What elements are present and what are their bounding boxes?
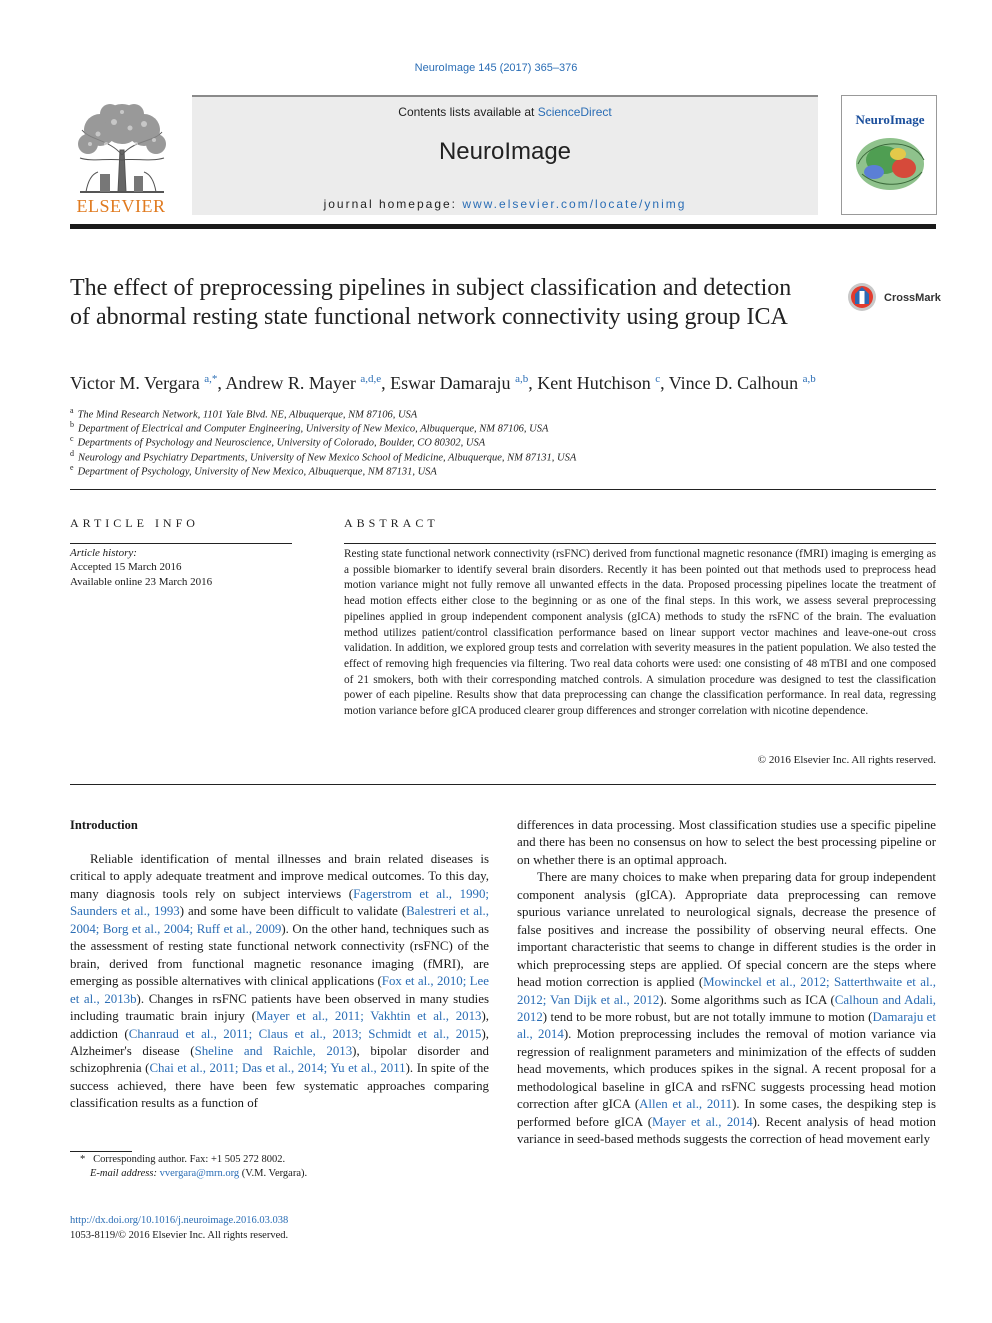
body-paragraph [70,851,489,1113]
author-affiliation-marks: a,* [204,373,218,385]
masthead-rule [70,224,936,229]
citation-link[interactable]: Allen et al., 2011 [639,1097,733,1112]
body-paragraph [517,869,936,1148]
paragraph-text: ). Recent analysis of head motion variance in seed-based methods suggests the correction of head movement early [517,1114,937,1147]
journal-homepage [192,197,818,211]
sciencedirect-link[interactable]: ScienceDirect [537,105,612,119]
doi-link[interactable]: http://dx.doi.org/10.1016/j.neuroimage.2016.03.038 [70,1215,289,1226]
author[interactable]: Eswar Damaraju $^{a,b}$, [390,373,538,393]
history-label: Article history: [70,547,137,559]
author-list [70,373,936,394]
paragraph-text: differences in data processing. Most classification studies use a specific pipeline and there has been no consensus on how to select the best processing pipeline or on whether there is an optimal approach. [517,818,936,867]
author[interactable]: Vince D. Calhoun $^{a,b}$ [668,373,816,393]
affiliation: $^a$ The Mind Research Network, 1101 Yale Blvd. NE, Albuquerque, NM 87106, USA [70,406,418,421]
citation-link[interactable]: Fox et al., 2010; Lee et al., 2013b [70,974,489,1006]
footnote-rule [70,1151,132,1152]
online-date: Available online 23 March 2016 [70,576,213,588]
paragraph-text: ). Some algorithms such as ICA ( [659,992,835,1007]
article-info-rule [70,543,292,544]
abstract-heading: ABSTRACT [344,516,439,530]
section-divider [70,489,936,490]
affiliation: $^c$ Departments of Psychology and Neuroscience, University of Colorado, Boulder, CO 80302, USA [70,434,486,449]
journal-cover-thumbnail-icon[interactable] [841,95,937,215]
abstract-rule [344,543,936,544]
paragraph-text: ). Motion preprocessing includes the removal of motion variance via regression of realignment parameters and minimization of the effects of sudden head movements, which produces spikes in the signal. A recent proposal for a methodological baseline in gICA and rsFNC suggests processing head motion correction after gICA ( [517,1027,936,1112]
affiliation: $^e$ Department of Psychology, University of New Mexico, Albuquerque, NM 87131, USA [70,463,437,478]
homepage-link[interactable]: www.elsevier.com/locate/ynimg [462,197,687,211]
issn-copyright: 1053-8119/© 2016 Elsevier Inc. All rights reserved. [70,1230,289,1241]
paragraph-text: ), bipolar disorder and schizophrenia ( [70,1043,489,1076]
homepage-prefix: journal homepage: [323,197,463,211]
author-affiliation-marks: a,b [802,373,816,385]
paragraph-text: ). In some cases, the despiking step is performed before gICA ( [517,1097,936,1129]
abstract-text: Resting state functional network connectivity (rsFNC) derived from functional magnetic resonance (fMRI) imaging is emerging as a possible biomarker to identify several brain disorders. Recently it has been pointed out that methods used to preprocess head motion variance might not fully remove all unwanted effects in the data. Proposed processing pipelines locate the treatment of head motion effects either close to the beginning or as one of the final steps. In this work, we assess several preprocessing pipelines applied in group independent component analysis (gICA) methods to study the rsFNC of the brain. The evaluation method utilizes patient/control classification performance based on linear support vector machines and leave-one-out cross validation. In addition, we explored group tests and correlation with severity measures in the patient population. We also tested the effect of removing high frequencies via filtering. Two real data cohorts were used: one consisting of 48 mTBI and one composed of 21 smokers, both with their corresponding matched controls. A simulation procedure was designed to test the classification power of each pipeline. Results show that data preprocessing can change the classification performance. In real data, regressing motion variance before gICA produced clearer group differences and stronger correlation with nicotine dependence. [344,548,936,718]
citation-link[interactable]: Sheline and Raichle, 2013 [194,1043,353,1058]
email-link[interactable]: vvergara@mrn.org [159,1168,240,1179]
contents-line [192,105,818,119]
contents-prefix: Contents lists available at [398,105,538,119]
affiliation: $^d$ Neurology and Psychiatry Departments, University of New Mexico School of Medicine, Albuquerque, NM 87131, USA [70,449,577,464]
citation-link[interactable]: Damaraju et al., 2014 [517,1009,936,1042]
citation-link[interactable]: Mayer et al., 2011; Vakhtin et al., 2013 [255,1009,482,1024]
brain-render-graphic [848,130,930,194]
elsevier-wordmark: ELSEVIER [76,196,166,216]
paragraph-text: Reliable identification of mental illnesses and brain related diseases is critical to apply adequate treatment and improve medical outcomes. To this day, many diagnosis tools rely on subject interviews ( [70,852,489,901]
body-column-left [70,851,489,1113]
body-column-right [517,817,936,1149]
section-divider [70,784,936,785]
journal-citation[interactable]: NeuroImage 145 (2017) 365–376 [414,62,578,74]
corresponding-author-note: * Corresponding author. Fax: +1 505 272 8002. [80,1154,286,1165]
citation-link[interactable]: Mowinckel et al., 2012; Satterthwaite et al., 2012; Van Dijk et al., 2012 [517,975,936,1007]
citation-link[interactable]: Mayer et al., 2014 [652,1114,753,1129]
journal-name: NeuroImage [438,138,572,165]
email-note: E-mail address: vvergara@mrn.org (V.M. Vergara). [90,1168,308,1179]
footnote-marker: * [80,1154,86,1165]
crossmark-label[interactable]: CrossMark [884,292,941,304]
cover-title: NeuroImage [855,112,925,127]
author-affiliation-marks: a,b [515,373,529,385]
body-paragraph [517,817,936,869]
paragraph-text: ). In spite of the success achieved, there have been few systematic approaches comparing classification results as a function of [70,1061,489,1111]
paragraph-text: ) tend to be more robust, but are not totally immune to motion ( [542,1009,873,1024]
accepted-date: Accepted 15 March 2016 [70,561,182,573]
paragraph-text: ) and some have been difficult to validate ( [179,904,407,919]
article-title: The effect of preprocessing pipelines in subject classification and detection of abnormal resting state functional network connectivity using group ICA [70,275,792,330]
author[interactable]: Andrew R. Mayer $^{a,d,e}$, [225,373,391,393]
citation-link[interactable]: Fagerstrom et al., 1990; Saunders et al., 1993 [70,886,489,919]
author-affiliation-marks: a,d,e [360,373,382,385]
citation-link[interactable]: Chanraud et al., 2011; Claus et al., 2013; Schmidt et al., 2015 [128,1026,482,1041]
citation-link[interactable]: Balestreri et al., 2004; Borg et al., 2004; Ruff et al., 2009 [70,904,489,936]
paragraph-text: ), Alzheimer's disease ( [70,1026,489,1058]
email-label: E-mail address: [90,1168,160,1179]
article-info-heading: ARTICLE INFO [70,516,199,530]
copyright-notice: © 2016 Elsevier Inc. All rights reserved. [757,754,936,766]
citation-link[interactable]: Chai et al., 2011; Das et al., 2014; Yu et al., 2011 [149,1061,406,1076]
citation-link[interactable]: Calhoun and Adali, 2012 [517,992,937,1024]
affiliation: $^b$ Department of Electrical and Computer Engineering, University of New Mexico, Albuquerque, NM 87106, USA [70,420,549,435]
introduction-heading: Introduction [70,818,138,832]
paragraph-text: ), addiction ( [70,1009,490,1041]
author-affiliation-marks: c [655,373,661,385]
paragraph-text: ). On the other hand, techniques such as the assessment of resting state functional network connectivity (rsFNC) of the brain, derived from functional magnetic resonance imaging (fMRI), are emerging as possible alternatives with clinical applications ( [70,921,489,989]
paragraph-text: ). Changes in rsFNC patients have been observed in many studies including traumatic brain injury ( [70,991,489,1024]
author[interactable]: Kent Hutchison $^c$, [537,373,669,393]
paragraph-text: There are many choices to make when preparing data for group independent component analysis (gICA). Appropriate data preprocessing can remove spurious variance unrelated to neurological signals, decrease the presence of false positives and increase the possibility of observing neural effects. One important characteristic that seems to change in different studies is the order in which preprocessing steps are applied. Of special concern are the steps where head motion correction is applied ( [517,870,936,990]
author[interactable]: Victor M. Vergara $^{a,*}$, [70,373,226,393]
